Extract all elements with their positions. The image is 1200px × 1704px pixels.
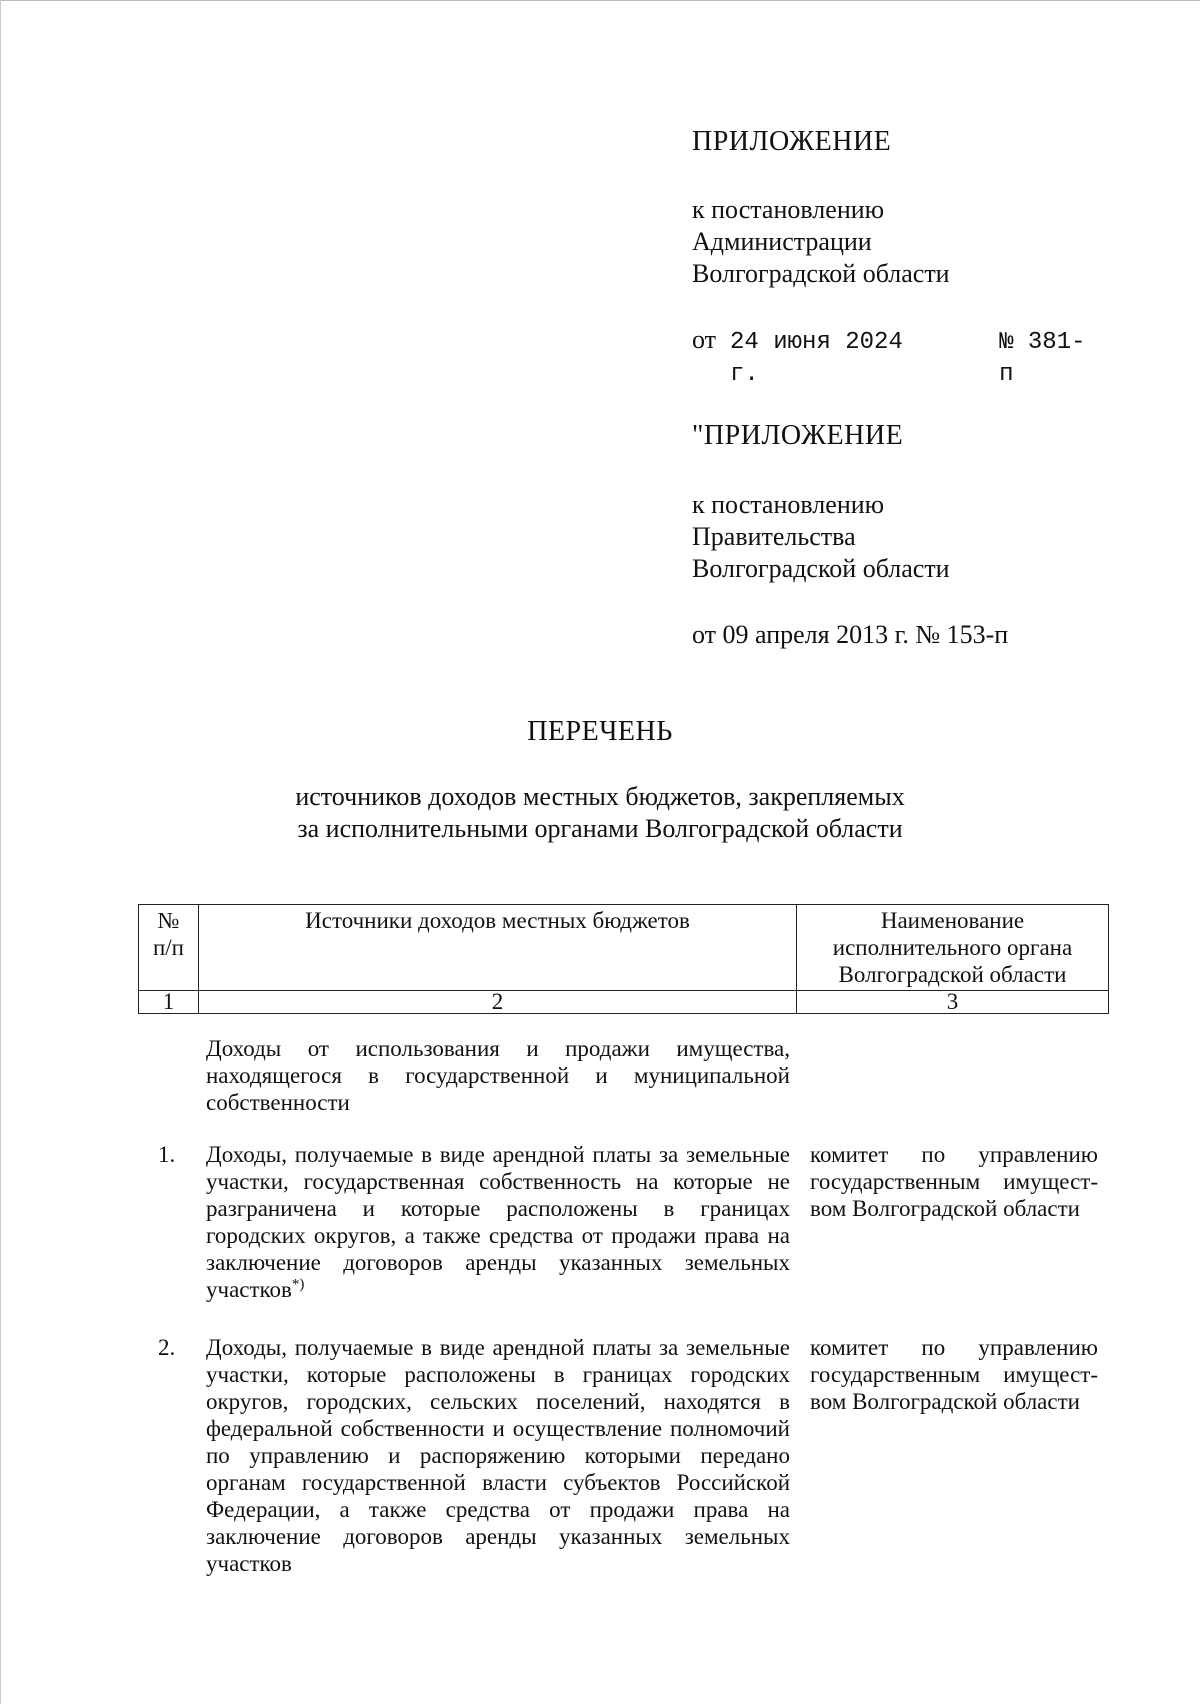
sources-table: [138, 904, 1108, 1014]
column-number-cell: 1: [139, 991, 199, 1014]
header-cell-sources: Источники доходов местных бюджетов: [199, 905, 797, 991]
appendix-2-date-line: от 09 апреля 2013 г. № 153-п: [692, 620, 1009, 649]
row-2-organ: комитет по управлению государственным имущест-вом Волгоградской области: [810, 1335, 1098, 1414]
document-subtitle-line: источников доходов местных бюджетов, закрепляемых: [295, 782, 905, 811]
appendix-2-recipient-line: Правительства: [692, 522, 856, 551]
header-line: п/п: [152, 935, 184, 960]
column-number-cell: 3: [797, 991, 1109, 1014]
column-number-cell: 2: [199, 991, 797, 1014]
appendix-1-date: 24 июня 2024 г.: [730, 329, 903, 388]
document-subtitle-line: за исполнительными органами Волгоградской области: [297, 814, 903, 843]
appendix-1-number: № 381-п: [999, 329, 1086, 388]
scan-edge-top: [0, 0, 1200, 1]
header-cell-organ: [797, 905, 1109, 991]
document-title: ПЕРЕЧЕНЬ: [527, 716, 673, 747]
appendix-2-recipient: [692, 489, 950, 585]
header-cell-number: [139, 905, 199, 991]
appendix-1-recipient-line: к постановлению: [692, 195, 885, 224]
appendix-1-title: ПРИЛОЖЕНИЕ: [692, 126, 892, 157]
row-1-source-text: Доходы, получаемые в виде арендной платы за земельные участки, государственная собственность на которые не разграничена и которые расположены в границах городских округов, а также средства от продажи права на заключение договоров аренды указанных земельных участков: [206, 1142, 790, 1302]
row-1-number: 1.: [158, 1142, 176, 1167]
row-1-organ: комитет по управлению государственным имущест-вом Волгоградской области: [810, 1142, 1098, 1221]
appendix-2-recipient-line: Волгоградской области: [692, 554, 950, 583]
header-line: исполнительного органа: [832, 935, 1073, 960]
header-line: Наименование: [880, 908, 1025, 933]
row-1-footnote-mark: *): [291, 1276, 305, 1293]
row-2-number: 2.: [158, 1335, 176, 1360]
table-header-row: [139, 905, 1109, 991]
sources-table-header: [138, 904, 1109, 1014]
header-line: №: [157, 908, 180, 933]
row-1-source: [206, 1141, 790, 1303]
document-subtitle: [200, 781, 1000, 845]
appendix-2-title: "ПРИЛОЖЕНИЕ: [692, 420, 904, 451]
appendix-2-recipient-line: к постановлению: [692, 490, 885, 519]
appendix-1-recipient-line: Волгоградской области: [692, 259, 950, 288]
section-heading: Доходы от использования и продажи имущества, находящегося в государственной и муниципальной собственности: [206, 1036, 790, 1115]
scan-edge-left: [0, 0, 1, 1704]
table-column-numbers-row: [139, 991, 1109, 1014]
appendix-1-recipient-line: Администрации: [692, 227, 872, 256]
appendix-1-recipient: [692, 194, 950, 290]
row-2-source: Доходы, получаемые в виде арендной платы за земельные участки, которые расположены в границах городских округов, городских, сельских поселений, находятся в федеральной собственности и осуществление полномочий по управлению и распоряжению которыми передано органам государственной власти субъектов Российской Федерации, а также средства от продажи права на заключение договоров аренды указанных земельных участков: [206, 1335, 790, 1576]
header-line: Волгоградской области: [838, 962, 1067, 987]
appendix-1-date-line: [692, 324, 1092, 391]
appendix-1-date-prefix: от: [692, 325, 717, 354]
